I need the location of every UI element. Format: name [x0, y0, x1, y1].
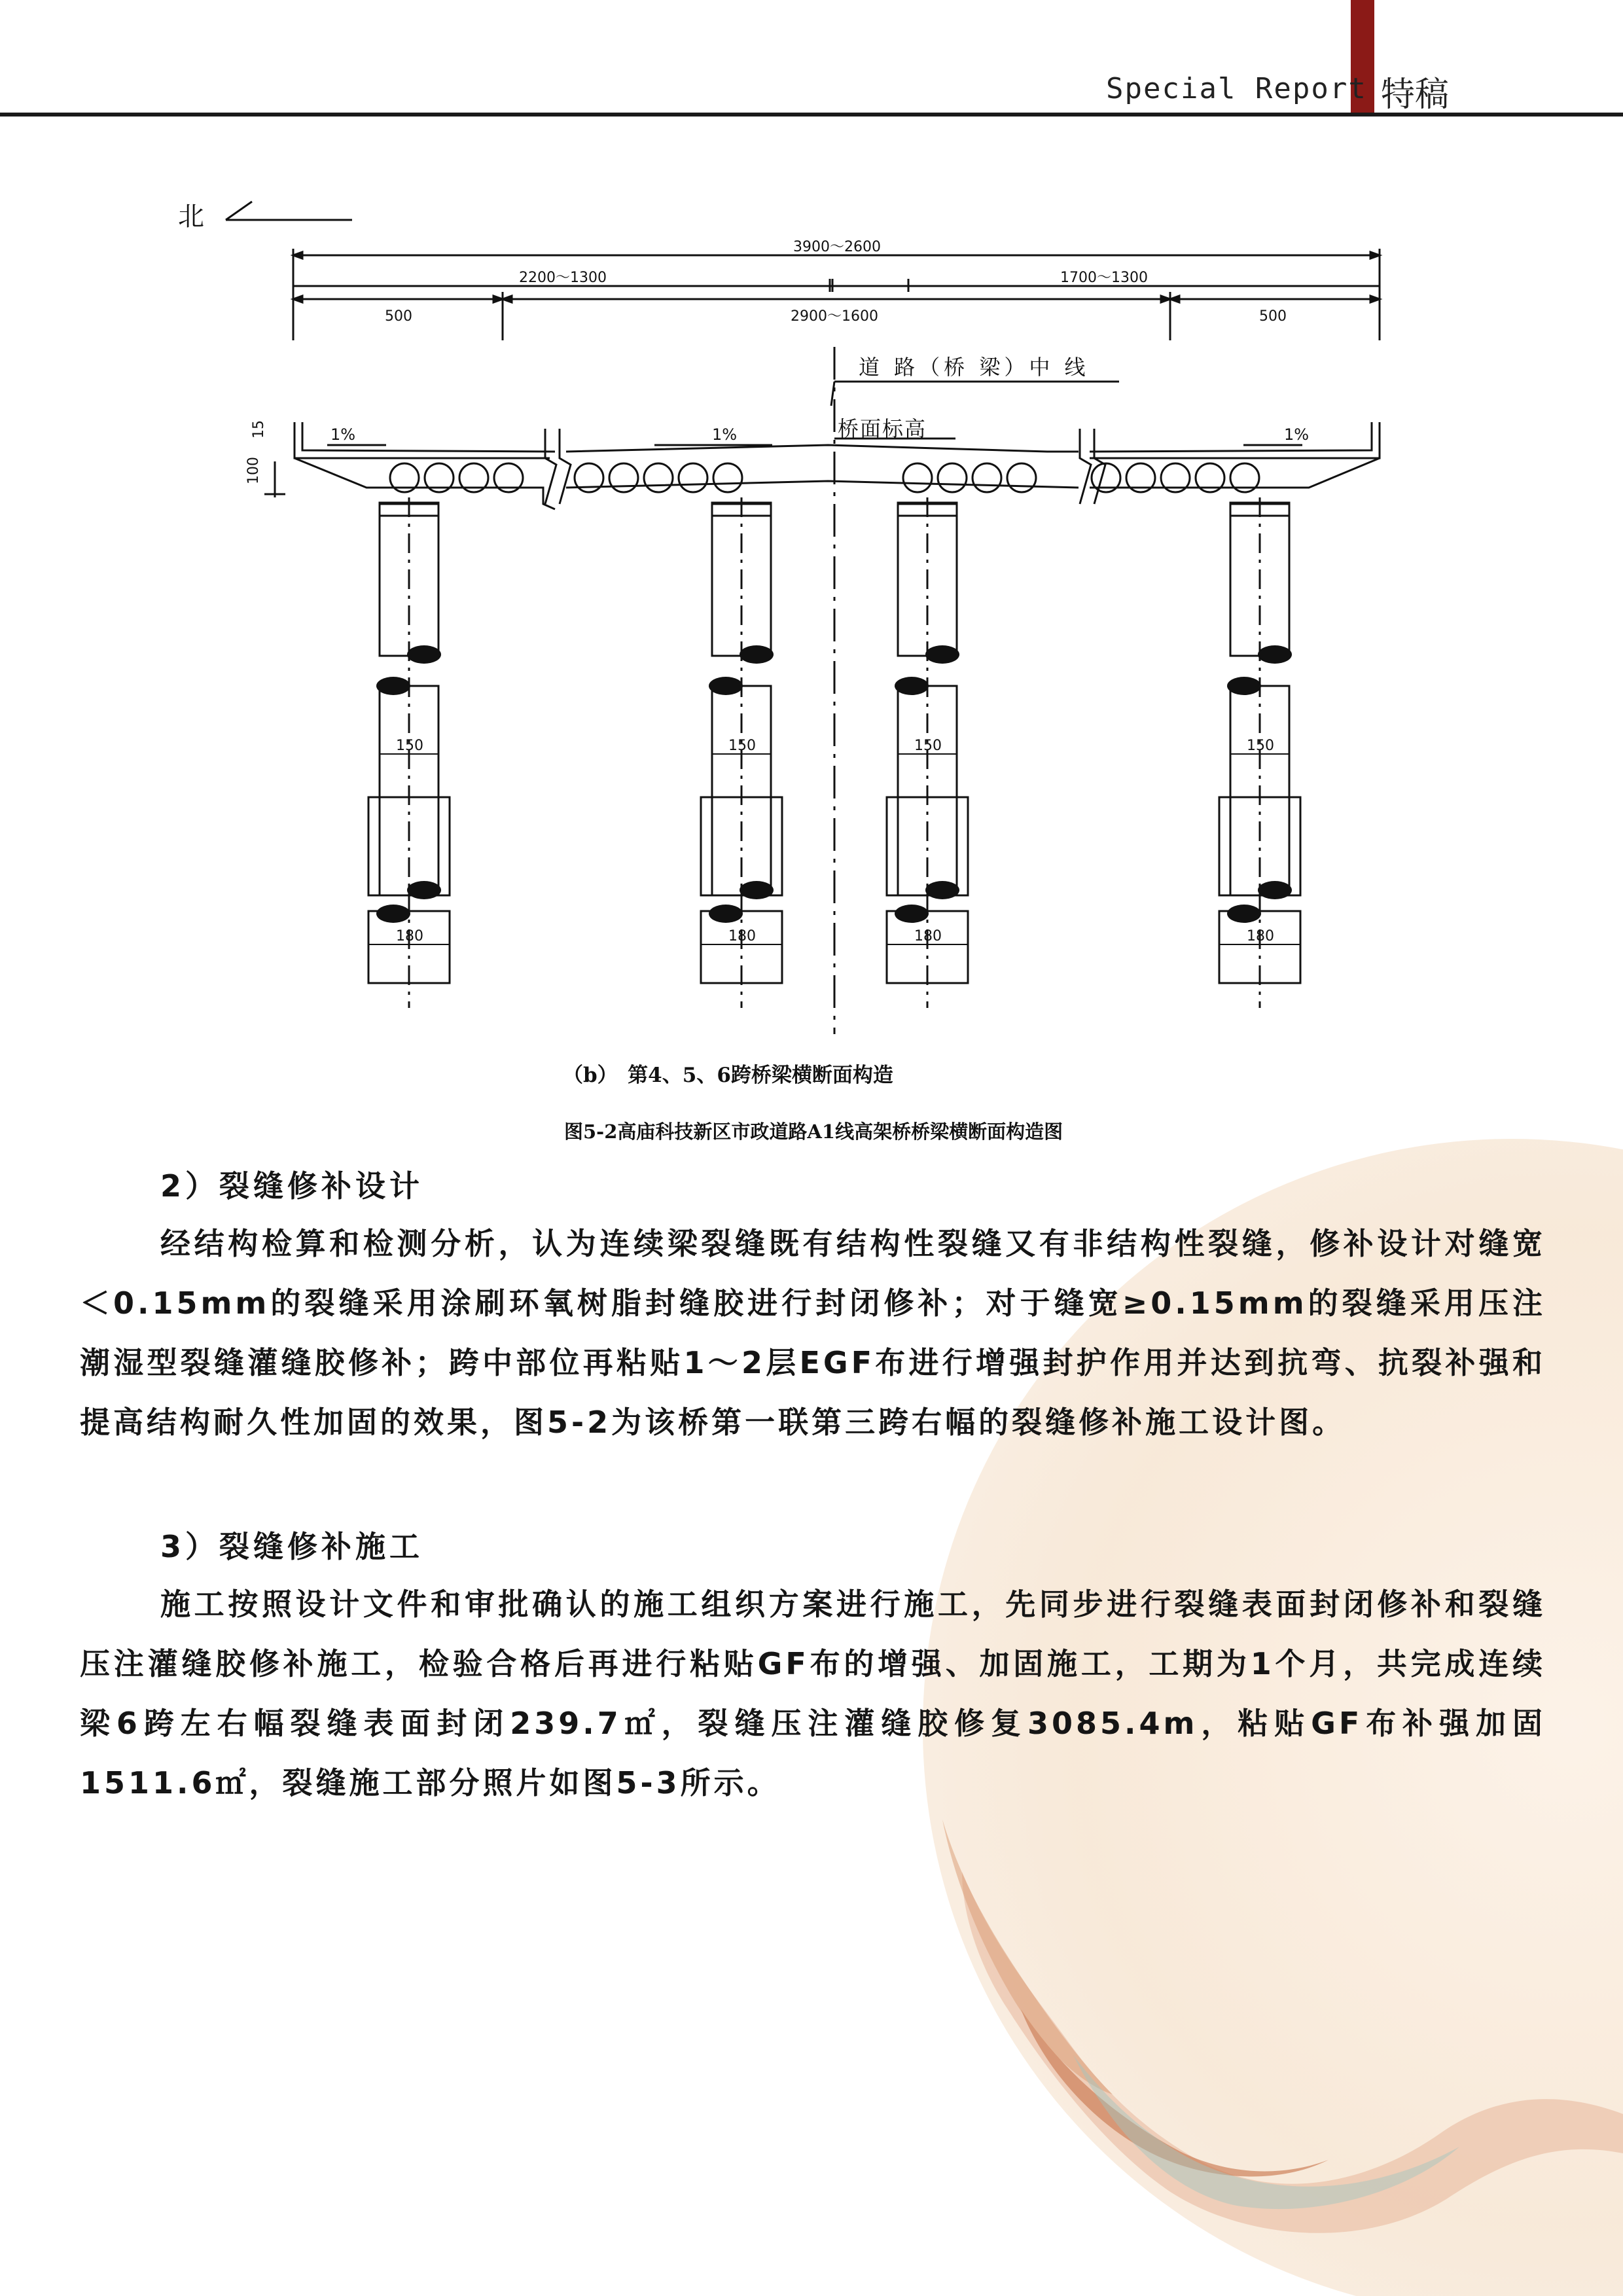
dim-height-15: 15 [251, 420, 267, 439]
deck-elevation-label: 桥面标高 [838, 416, 927, 441]
pier-4-lower-dim: 180 [1247, 928, 1274, 944]
paragraph-construction-text: 施工按照设计文件和审批确认的施工组织方案进行施工，先同步进行裂缝表面封闭修补和裂缝压注灌缝胶修补施工，检验合格后再进行粘贴GF布的增强、加固施工，工期为1个月，共完成连续梁6跨左右幅裂缝表面封闭239.7㎡，裂缝压注灌缝胶修复3085.4m，粘贴GF布补强加固1511.6㎡，裂缝施工部分照片如图5-3所示。 [80, 1587, 1546, 1801]
pier-2-upper-dim: 150 [728, 738, 756, 754]
pier-1-lower-dim: 180 [396, 928, 423, 944]
dim-middle: 2900～1600 [791, 308, 878, 325]
paragraph-construction [80, 1575, 1546, 1813]
figure-caption: 图5-2高庙科技新区市政道路A1线高架桥桥梁横断面构造图 [564, 1121, 1063, 1143]
dim-left-edge: 500 [385, 308, 412, 325]
pier-3-upper-dim: 150 [914, 738, 942, 754]
centerline-label: 道 路（桥 梁）中 线 [859, 355, 1090, 380]
pier-1-upper-dim: 150 [396, 738, 423, 754]
pier-3-lower-dim: 180 [914, 928, 942, 944]
section-heading-2: 2）裂缝修补设计 [160, 1168, 424, 1204]
pier-4-upper-dim: 150 [1247, 738, 1274, 754]
bridge-cross-section-drawing [0, 0, 1623, 1060]
slope-label-middle: 1% [712, 425, 738, 444]
dim-total: 3900～2600 [793, 239, 881, 255]
dim-right-span: 1700～1300 [1060, 270, 1148, 286]
slope-label-right: 1% [1284, 425, 1310, 444]
dim-height-100: 100 [245, 457, 262, 484]
dim-right-edge: 500 [1259, 308, 1287, 325]
figure-subcaption: （b） 第4、5、6跨桥梁横断面构造 [563, 1064, 893, 1087]
paragraph-design-text: 经结构检算和检测分析，认为连续梁裂缝既有结构性裂缝又有非结构性裂缝，修补设计对缝宽＜0.15mm的裂缝采用涂刷环氧树脂封缝胶进行封闭修补；对于缝宽≥0.15mm的裂缝采用压注潮湿型裂缝灌缝胶修补；跨中部位再粘贴1～2层EGF布进行增强封护作用并达到抗弯、抗裂补强和提高结构耐久性加固的效果，图5-2为该桥第一联第三跨右幅的裂缝修补施工设计图。 [80, 1226, 1546, 1440]
pier-2-lower-dim: 180 [728, 928, 756, 944]
header-section-english: Special Report [1106, 72, 1367, 105]
dim-left-span: 2200～1300 [519, 270, 607, 286]
slope-label-left: 1% [330, 425, 356, 444]
paragraph-design [80, 1214, 1546, 1452]
header-section-chinese: 特稿 [1381, 75, 1450, 115]
section-heading-3: 3）裂缝修补施工 [160, 1529, 424, 1564]
north-label: 北 [178, 202, 204, 232]
